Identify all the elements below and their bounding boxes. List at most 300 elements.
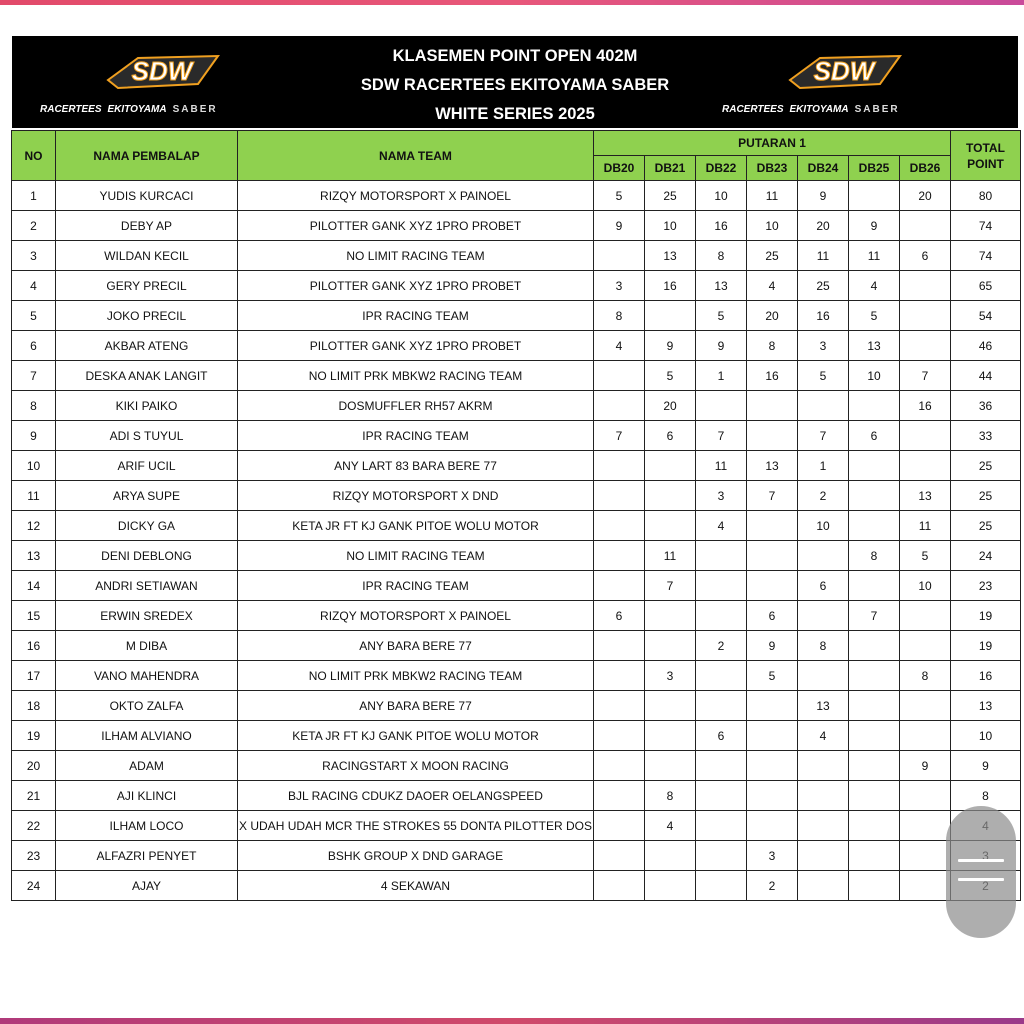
scroll-handle-line — [958, 878, 1004, 881]
table-row — [12, 781, 1021, 811]
race-score-cell — [798, 871, 849, 901]
race-score-cell: 13 — [645, 241, 696, 271]
race-score-cell: 6 — [900, 241, 951, 271]
rider-name-cell: OKTO ZALFA — [56, 691, 238, 721]
race-score-cell: 11 — [645, 541, 696, 571]
race-score-cell: 10 — [798, 511, 849, 541]
race-score-cell: 3 — [594, 271, 645, 301]
rider-name-cell: AJAY — [56, 871, 238, 901]
rider-name-cell: M DIBA — [56, 631, 238, 661]
race-score-cell: 13 — [747, 451, 798, 481]
race-score-cell: 5 — [594, 181, 645, 211]
race-score-cell — [594, 481, 645, 511]
total-point-cell: 25 — [951, 511, 1021, 541]
sponsor-racertees: RACERTEES — [722, 103, 784, 115]
position-cell: 9 — [12, 421, 56, 451]
table-row — [12, 511, 1021, 541]
race-score-cell — [645, 451, 696, 481]
race-score-cell — [696, 781, 747, 811]
table-row — [12, 871, 1021, 901]
race-score-cell — [900, 451, 951, 481]
team-name-cell: 4 SEKAWAN — [238, 871, 594, 901]
position-cell: 20 — [12, 751, 56, 781]
sponsor-ekitoyama: EKITOYAMA — [107, 103, 167, 115]
race-score-cell: 8 — [645, 781, 696, 811]
race-score-cell: 4 — [747, 271, 798, 301]
race-score-cell — [747, 721, 798, 751]
position-cell: 16 — [12, 631, 56, 661]
race-score-cell — [594, 241, 645, 271]
race-score-cell: 4 — [798, 721, 849, 751]
rider-name-cell: ILHAM LOCO — [56, 811, 238, 841]
header-race-db22: DB22 — [696, 156, 747, 181]
total-point-cell: 36 — [951, 391, 1021, 421]
rider-name-cell: ANDRI SETIAWAN — [56, 571, 238, 601]
position-cell: 2 — [12, 211, 56, 241]
race-score-cell — [849, 841, 900, 871]
position-cell: 23 — [12, 841, 56, 871]
position-cell: 22 — [12, 811, 56, 841]
team-name-cell: RIZQY MOTORSPORT X PAINOEL — [238, 181, 594, 211]
race-score-cell: 20 — [645, 391, 696, 421]
race-score-cell — [900, 301, 951, 331]
position-cell: 21 — [12, 781, 56, 811]
position-cell: 4 — [12, 271, 56, 301]
race-score-cell: 5 — [849, 301, 900, 331]
rider-name-cell: WILDAN KECIL — [56, 241, 238, 271]
race-score-cell — [594, 661, 645, 691]
rider-name-cell: AJI KLINCI — [56, 781, 238, 811]
header-race-db24: DB24 — [798, 156, 849, 181]
race-score-cell — [849, 721, 900, 751]
race-score-cell: 10 — [645, 211, 696, 241]
race-score-cell: 9 — [696, 331, 747, 361]
race-score-cell: 5 — [747, 661, 798, 691]
race-score-cell — [645, 481, 696, 511]
standings-table — [11, 130, 1021, 901]
total-point-cell: 23 — [951, 571, 1021, 601]
total-point-cell: 19 — [951, 631, 1021, 661]
race-score-cell — [645, 601, 696, 631]
race-score-cell — [594, 511, 645, 541]
table-row — [12, 271, 1021, 301]
race-score-cell — [798, 841, 849, 871]
bottom-accent-strip — [0, 1018, 1024, 1024]
race-score-cell: 9 — [900, 751, 951, 781]
race-score-cell — [747, 571, 798, 601]
race-score-cell: 7 — [798, 421, 849, 451]
position-cell: 14 — [12, 571, 56, 601]
table-row — [12, 661, 1021, 691]
race-score-cell — [747, 781, 798, 811]
race-score-cell: 4 — [696, 511, 747, 541]
race-score-cell: 9 — [594, 211, 645, 241]
race-score-cell — [900, 811, 951, 841]
race-score-cell — [594, 571, 645, 601]
race-score-cell: 11 — [798, 241, 849, 271]
table-row — [12, 391, 1021, 421]
position-cell: 15 — [12, 601, 56, 631]
race-score-cell: 8 — [594, 301, 645, 331]
race-score-cell: 6 — [594, 601, 645, 631]
header-rider-name: NAMA PEMBALAP — [56, 131, 238, 181]
race-score-cell — [900, 421, 951, 451]
race-score-cell — [900, 721, 951, 751]
race-score-cell — [900, 841, 951, 871]
race-score-cell — [900, 331, 951, 361]
header-total-point: TOTAL POINT — [951, 131, 1021, 181]
race-score-cell: 8 — [747, 331, 798, 361]
race-score-cell — [594, 631, 645, 661]
table-row — [12, 241, 1021, 271]
race-score-cell — [645, 721, 696, 751]
total-point-cell: 44 — [951, 361, 1021, 391]
team-name-cell: NO LIMIT PRK MBKW2 RACING TEAM — [238, 361, 594, 391]
rider-name-cell: ILHAM ALVIANO — [56, 721, 238, 751]
race-score-cell: 11 — [747, 181, 798, 211]
total-point-cell: 25 — [951, 451, 1021, 481]
race-score-cell — [849, 391, 900, 421]
position-cell: 1 — [12, 181, 56, 211]
race-score-cell — [798, 781, 849, 811]
header-race-db23: DB23 — [747, 156, 798, 181]
race-score-cell: 20 — [798, 211, 849, 241]
race-score-cell — [645, 511, 696, 541]
race-score-cell — [798, 391, 849, 421]
race-score-cell: 13 — [900, 481, 951, 511]
table-row — [12, 421, 1021, 451]
table-row — [12, 181, 1021, 211]
race-score-cell — [747, 541, 798, 571]
race-score-cell: 1 — [798, 451, 849, 481]
race-score-cell — [900, 631, 951, 661]
position-cell: 24 — [12, 871, 56, 901]
race-score-cell — [747, 391, 798, 421]
header-no: NO — [12, 131, 56, 181]
table-row — [12, 481, 1021, 511]
position-cell: 5 — [12, 301, 56, 331]
race-score-cell — [900, 781, 951, 811]
race-score-cell: 5 — [696, 301, 747, 331]
race-score-cell — [645, 871, 696, 901]
race-score-cell — [645, 301, 696, 331]
total-point-cell: 16 — [951, 661, 1021, 691]
rider-name-cell: VANO MAHENDRA — [56, 661, 238, 691]
table-row — [12, 631, 1021, 661]
table-row — [12, 721, 1021, 751]
position-cell: 10 — [12, 451, 56, 481]
position-cell: 19 — [12, 721, 56, 751]
sponsor-saber: SABER — [854, 103, 900, 115]
table-row — [12, 811, 1021, 841]
race-score-cell — [849, 511, 900, 541]
rider-name-cell: ADI S TUYUL — [56, 421, 238, 451]
race-score-cell — [696, 871, 747, 901]
race-score-cell — [594, 391, 645, 421]
race-score-cell — [747, 421, 798, 451]
rider-name-cell: ERWIN SREDEX — [56, 601, 238, 631]
race-score-cell — [849, 571, 900, 601]
race-score-cell: 4 — [849, 271, 900, 301]
sponsor-ekitoyama: EKITOYAMA — [789, 103, 849, 115]
rider-name-cell: ARYA SUPE — [56, 481, 238, 511]
race-score-cell: 16 — [645, 271, 696, 301]
rider-name-cell: DICKY GA — [56, 511, 238, 541]
position-cell: 13 — [12, 541, 56, 571]
team-name-cell: PILOTTER GANK XYZ 1PRO PROBET — [238, 211, 594, 241]
race-score-cell — [594, 811, 645, 841]
race-score-cell — [594, 451, 645, 481]
race-score-cell — [798, 811, 849, 841]
race-score-cell — [747, 691, 798, 721]
race-score-cell — [696, 601, 747, 631]
race-score-cell — [798, 601, 849, 631]
table-row — [12, 601, 1021, 631]
race-score-cell — [849, 451, 900, 481]
table-row — [12, 541, 1021, 571]
race-score-cell — [645, 631, 696, 661]
total-point-cell: 19 — [951, 601, 1021, 631]
sponsor-row-left — [40, 100, 276, 118]
race-score-cell: 5 — [900, 541, 951, 571]
race-score-cell: 7 — [747, 481, 798, 511]
svg-text:SDW: SDW — [813, 56, 875, 86]
team-name-cell: BJL RACING CDUKZ DAOER OELANGSPEED — [238, 781, 594, 811]
race-score-cell: 11 — [900, 511, 951, 541]
race-score-cell: 7 — [900, 361, 951, 391]
race-score-cell: 16 — [798, 301, 849, 331]
race-score-cell: 6 — [849, 421, 900, 451]
total-point-cell: 24 — [951, 541, 1021, 571]
sdw-logo-mark — [780, 50, 910, 92]
race-score-cell — [696, 391, 747, 421]
race-score-cell — [645, 751, 696, 781]
race-score-cell: 13 — [849, 331, 900, 361]
race-score-cell: 3 — [747, 841, 798, 871]
team-name-cell: X UDAH UDAH MCR THE STROKES 55 DONTA PILOTTER DOS — [238, 811, 594, 841]
table-row — [12, 841, 1021, 871]
race-score-cell — [696, 811, 747, 841]
race-score-cell — [849, 181, 900, 211]
race-score-cell — [645, 691, 696, 721]
top-accent-strip — [0, 0, 1024, 5]
race-score-cell — [696, 691, 747, 721]
table-row — [12, 751, 1021, 781]
race-score-cell — [900, 271, 951, 301]
total-point-cell: 80 — [951, 181, 1021, 211]
race-score-cell — [798, 661, 849, 691]
race-score-cell: 10 — [696, 181, 747, 211]
team-name-cell: RIZQY MOTORSPORT X DND — [238, 481, 594, 511]
team-name-cell: PILOTTER GANK XYZ 1PRO PROBET — [238, 271, 594, 301]
race-score-cell: 6 — [645, 421, 696, 451]
race-score-cell — [747, 751, 798, 781]
race-score-cell — [594, 751, 645, 781]
race-score-cell: 4 — [594, 331, 645, 361]
sponsor-row-right — [722, 100, 958, 118]
race-score-cell — [798, 751, 849, 781]
rider-name-cell: GERY PRECIL — [56, 271, 238, 301]
rider-name-cell: DENI DEBLONG — [56, 541, 238, 571]
title-banner — [12, 36, 1018, 128]
table-row — [12, 211, 1021, 241]
table-row — [12, 361, 1021, 391]
position-cell: 18 — [12, 691, 56, 721]
rider-name-cell: DEBY AP — [56, 211, 238, 241]
banner-title — [292, 42, 738, 129]
title-line-2: SDW RACERTEES EKITOYAMA SABER — [360, 76, 670, 94]
position-cell: 6 — [12, 331, 56, 361]
race-score-cell: 3 — [645, 661, 696, 691]
race-score-cell: 7 — [849, 601, 900, 631]
table-row — [12, 451, 1021, 481]
header-round: PUTARAN 1 — [594, 131, 951, 156]
race-score-cell — [900, 601, 951, 631]
title-line-1: KLASEMEN POINT OPEN 402M — [392, 47, 638, 65]
race-score-cell: 8 — [900, 661, 951, 691]
race-score-cell: 10 — [849, 361, 900, 391]
header-race-db21: DB21 — [645, 156, 696, 181]
race-score-cell: 13 — [798, 691, 849, 721]
race-score-cell: 9 — [645, 331, 696, 361]
position-cell: 12 — [12, 511, 56, 541]
team-name-cell: NO LIMIT PRK MBKW2 RACING TEAM — [238, 661, 594, 691]
position-cell: 7 — [12, 361, 56, 391]
total-point-cell: 9 — [951, 751, 1021, 781]
position-cell: 11 — [12, 481, 56, 511]
sponsor-racertees: RACERTEES — [40, 103, 102, 115]
team-name-cell: PILOTTER GANK XYZ 1PRO PROBET — [238, 331, 594, 361]
sponsor-saber: SABER — [172, 103, 218, 115]
race-score-cell — [594, 361, 645, 391]
team-name-cell: NO LIMIT RACING TEAM — [238, 541, 594, 571]
race-score-cell: 10 — [900, 571, 951, 601]
race-score-cell — [594, 841, 645, 871]
race-score-cell: 6 — [798, 571, 849, 601]
race-score-cell — [900, 691, 951, 721]
rider-name-cell: ARIF UCIL — [56, 451, 238, 481]
race-score-cell: 11 — [849, 241, 900, 271]
rider-name-cell: ALFAZRI PENYET — [56, 841, 238, 871]
race-score-cell: 9 — [849, 211, 900, 241]
race-score-cell — [849, 691, 900, 721]
race-score-cell: 8 — [696, 241, 747, 271]
race-score-cell: 16 — [747, 361, 798, 391]
team-name-cell: RACINGSTART X MOON RACING — [238, 751, 594, 781]
total-point-cell: 74 — [951, 241, 1021, 271]
team-name-cell: IPR RACING TEAM — [238, 421, 594, 451]
race-score-cell — [849, 661, 900, 691]
race-score-cell — [747, 811, 798, 841]
team-name-cell: ANY BARA BERE 77 — [238, 631, 594, 661]
team-name-cell: ANY LART 83 BARA BERE 77 — [238, 451, 594, 481]
team-name-cell: RIZQY MOTORSPORT X PAINOEL — [238, 601, 594, 631]
race-score-cell: 7 — [696, 421, 747, 451]
race-score-cell: 6 — [696, 721, 747, 751]
race-score-cell: 16 — [900, 391, 951, 421]
race-score-cell: 16 — [696, 211, 747, 241]
race-score-cell: 9 — [747, 631, 798, 661]
race-score-cell: 3 — [798, 331, 849, 361]
race-score-cell — [900, 211, 951, 241]
total-point-cell: 65 — [951, 271, 1021, 301]
header-race-db26: DB26 — [900, 156, 951, 181]
header-race-db20: DB20 — [594, 156, 645, 181]
header-race-db25: DB25 — [849, 156, 900, 181]
header-team-name: NAMA TEAM — [238, 131, 594, 181]
total-point-cell: 74 — [951, 211, 1021, 241]
race-score-cell: 3 — [696, 481, 747, 511]
race-score-cell — [849, 871, 900, 901]
race-score-cell: 2 — [798, 481, 849, 511]
race-score-cell: 7 — [594, 421, 645, 451]
race-score-cell — [747, 511, 798, 541]
race-score-cell: 20 — [900, 181, 951, 211]
sdw-logo-mark — [98, 50, 228, 92]
position-cell: 17 — [12, 661, 56, 691]
race-score-cell: 20 — [747, 301, 798, 331]
position-cell: 3 — [12, 241, 56, 271]
team-name-cell: BSHK GROUP X DND GARAGE — [238, 841, 594, 871]
race-score-cell — [594, 691, 645, 721]
race-score-cell — [696, 571, 747, 601]
total-point-cell: 33 — [951, 421, 1021, 451]
race-score-cell — [696, 541, 747, 571]
title-line-3: WHITE SERIES 2025 — [435, 105, 595, 123]
rider-name-cell: AKBAR ATENG — [56, 331, 238, 361]
race-score-cell — [696, 661, 747, 691]
scroll-handle[interactable] — [946, 806, 1016, 938]
race-score-cell: 11 — [696, 451, 747, 481]
race-score-cell: 25 — [747, 241, 798, 271]
race-score-cell — [696, 751, 747, 781]
race-score-cell — [594, 541, 645, 571]
scroll-handle-line — [958, 859, 1004, 862]
race-score-cell — [594, 721, 645, 751]
total-point-cell: 10 — [951, 721, 1021, 751]
race-score-cell: 5 — [645, 361, 696, 391]
race-score-cell — [696, 841, 747, 871]
team-name-cell: NO LIMIT RACING TEAM — [238, 241, 594, 271]
rider-name-cell: JOKO PRECIL — [56, 301, 238, 331]
table-row — [12, 691, 1021, 721]
rider-name-cell: DESKA ANAK LANGIT — [56, 361, 238, 391]
race-score-cell — [594, 781, 645, 811]
race-score-cell: 8 — [849, 541, 900, 571]
total-point-cell: 46 — [951, 331, 1021, 361]
race-score-cell: 7 — [645, 571, 696, 601]
team-name-cell: DOSMUFFLER RH57 AKRM — [238, 391, 594, 421]
total-point-cell: 25 — [951, 481, 1021, 511]
race-score-cell: 25 — [645, 181, 696, 211]
team-name-cell: KETA JR FT KJ GANK PITOE WOLU MOTOR — [238, 721, 594, 751]
team-name-cell: ANY BARA BERE 77 — [238, 691, 594, 721]
sdw-logo-left — [38, 40, 278, 124]
svg-text:SDW: SDW — [131, 56, 193, 86]
race-score-cell: 2 — [696, 631, 747, 661]
table-row — [12, 331, 1021, 361]
team-name-cell: KETA JR FT KJ GANK PITOE WOLU MOTOR — [238, 511, 594, 541]
table-row — [12, 301, 1021, 331]
race-score-cell — [594, 871, 645, 901]
rider-name-cell: ADAM — [56, 751, 238, 781]
race-score-cell — [798, 541, 849, 571]
rider-name-cell: KIKI PAIKO — [56, 391, 238, 421]
total-point-cell: 13 — [951, 691, 1021, 721]
race-score-cell: 5 — [798, 361, 849, 391]
race-score-cell — [849, 631, 900, 661]
race-score-cell: 13 — [696, 271, 747, 301]
